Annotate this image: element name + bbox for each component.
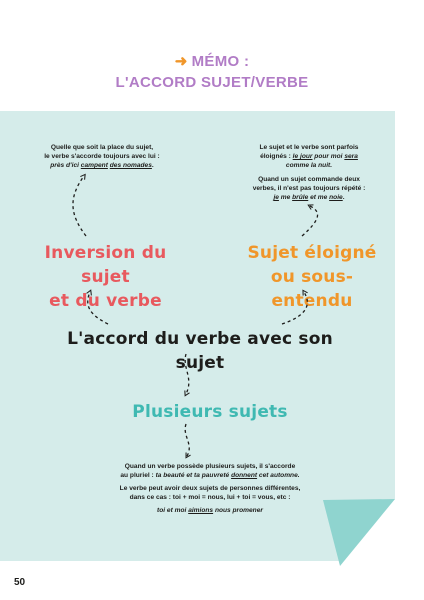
center-heading: L'accord du verbe avec son sujet: [67, 329, 333, 373]
right-note-line2: [234, 152, 384, 161]
left-ex-verb: campent: [80, 162, 108, 169]
right-note-p2-line1: Quand un sujet commande deux: [258, 176, 360, 183]
right-note-line2-pre: éloignés :: [260, 153, 293, 160]
left-note-line1: Quelle que soit la place du sujet,: [50, 144, 154, 151]
bottom-ex1-pre: ta beauté et ta pauvreté: [155, 472, 232, 479]
right-heading: [232, 241, 392, 313]
bottom-note: [70, 462, 350, 515]
bottom-note-line2-pre: au pluriel :: [120, 472, 156, 479]
right-ex2-post: .: [342, 194, 345, 201]
right-ex2-mid2: et me: [308, 194, 330, 201]
right-ex1-end: comme la nuit.: [285, 162, 333, 169]
bottom-heading: Plusieurs sujets: [132, 402, 288, 422]
right-note: [234, 143, 384, 202]
left-heading: [18, 241, 193, 313]
left-heading-line1: Inversion du sujet: [44, 243, 167, 287]
bottom-ex1-post: cet automne.: [257, 472, 300, 479]
memo-header: [0, 52, 424, 94]
right-heading-line1: Sujet éloigné: [247, 243, 377, 263]
right-ex2-mid1: me: [278, 194, 293, 201]
bottom-note-p2-line1: Le verbe peut avoir deux sujets de personnes différentes,: [119, 485, 301, 492]
left-ex-post: .: [151, 162, 154, 169]
bottom-ex2-pre: toi et moi: [157, 507, 189, 514]
left-heading-line2: et du verbe: [49, 291, 162, 311]
right-note-line3: [234, 161, 384, 170]
right-note-p2-line2: verbes, il n'est pas toujours répété :: [252, 185, 366, 192]
page-number: 50: [14, 577, 26, 588]
bottom-note-line2: [70, 471, 350, 480]
left-ex-pre: près d'ici: [50, 162, 81, 169]
right-ex1-verb: sera: [344, 153, 358, 160]
right-note-line1: Le sujet et le verbe sont parfois: [259, 144, 359, 151]
right-ex2-subject: je: [273, 194, 279, 201]
left-note: [22, 143, 182, 170]
bottom-ex2-verb: aimions: [188, 507, 214, 514]
right-ex2-verb2: noie: [329, 194, 343, 201]
bottom-note-example: [70, 506, 350, 515]
memo-title-line: [0, 52, 424, 72]
right-ex2-verb1: brûle: [292, 194, 309, 201]
right-note-p2-example: [234, 193, 384, 202]
left-ex-subject: des nomades: [109, 162, 152, 169]
bottom-note-p2-line2: dans ce cas : toi + moi = nous, lui + toi = vous, etc :: [129, 494, 291, 501]
left-note-line2: le verbe s'accorde toujours avec lui :: [44, 153, 160, 160]
right-ex1-mid: pour moi: [312, 153, 345, 160]
memo-subtitle: L'ACCORD SUJET/VERBE: [115, 74, 309, 91]
bottom-ex2-post: nous promener: [213, 507, 263, 514]
right-ex1-subject: le jour: [292, 153, 313, 160]
arrow-right-icon: ➜: [174, 53, 188, 70]
bottom-ex1-verb: donnent: [231, 472, 258, 479]
right-heading-line2: ou sous-entendu: [270, 267, 354, 311]
memo-title: MÉMO :: [191, 53, 250, 70]
left-note-example: [22, 161, 182, 170]
bottom-note-line1: Quand un verbe possède plusieurs sujets, il s'accorde: [124, 463, 296, 470]
